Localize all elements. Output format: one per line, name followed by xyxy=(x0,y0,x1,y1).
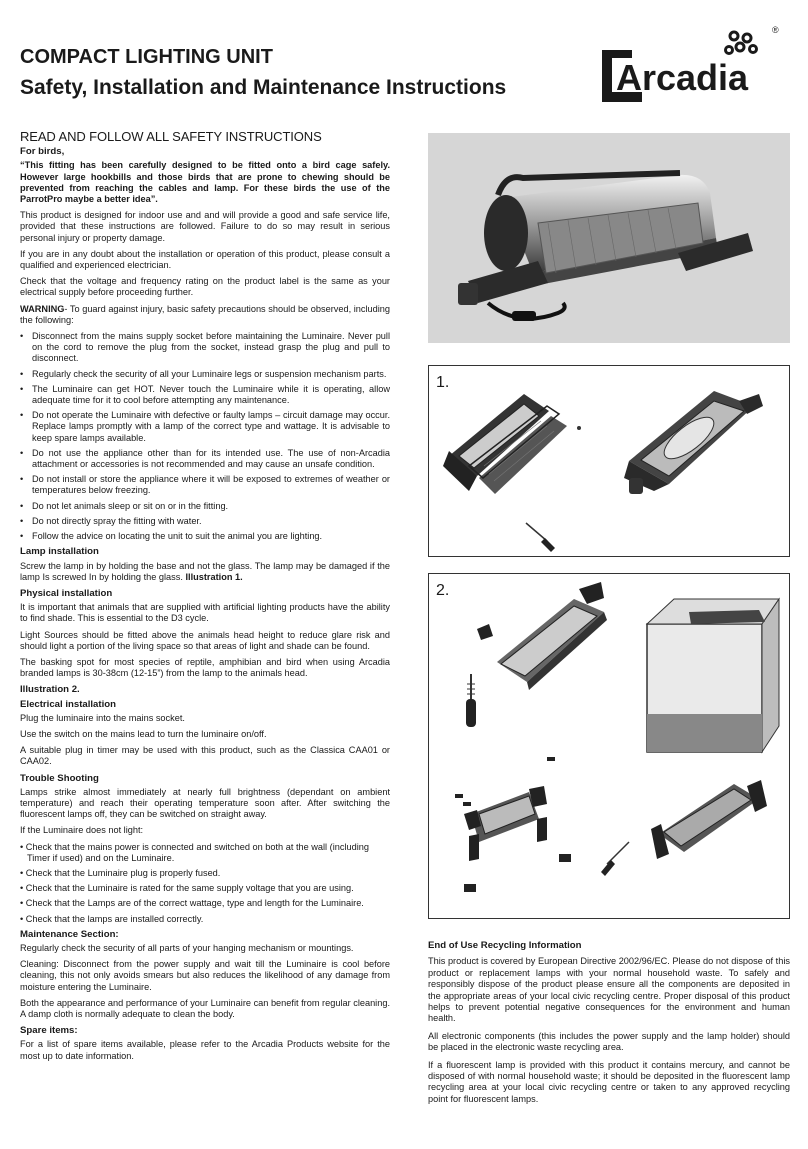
list-item: • Do not use the appliance other than for its intended use. The use of non-Arcadia attachment or accessories is not recommended and may cause an unsafe condition. xyxy=(20,448,390,470)
physical-p2: Light Sources should be fitted above the animals head height to reduce glare risk and should light a portion of the living space so that areas of light and shade can be found. xyxy=(20,629,390,651)
spare-items-text: For a list of spare items available, please refer to the Arcadia Products website for the most up to date information. xyxy=(20,1039,390,1061)
arcadia-logo xyxy=(598,28,778,108)
physical-p1: It is important that animals that are supplied with artificial lighting products have the ability to find shade. This is essential to the D3 cycle. xyxy=(20,602,390,624)
list-item: • Follow the advice on locating the unit to suit the animal you are lighting. xyxy=(20,531,390,542)
maintenance-heading: Maintenance Section: xyxy=(20,928,119,940)
spare-items-heading: Spare items: xyxy=(20,1025,78,1037)
electrical-p2: Use the switch on the mains lead to turn the luminaire on/off. xyxy=(20,728,267,739)
physical-installation-heading: Physical installation xyxy=(20,587,113,599)
illustration-1-box xyxy=(428,365,790,557)
illustration-1-ref: Illustration 1. xyxy=(185,571,243,582)
maintenance-p1: Regularly check the security of all parts of your hanging mechanism or mountings. xyxy=(20,942,354,953)
list-item: • Check that the Luminaire plug is properly fused. xyxy=(20,867,221,878)
illustration-1-label: 1. xyxy=(436,374,450,391)
left-column xyxy=(20,131,390,1067)
recycling-p2: All electronic components (this includes the power supply and the lamp holder) should be placed in the electronic waste recycling area. xyxy=(428,1030,790,1053)
logo-wordmark: Arcadia xyxy=(616,57,749,98)
lamp-installation-text xyxy=(20,561,390,583)
warning-label: WARNING xyxy=(20,303,65,314)
list-item: • Do not install or store the appliance where it will be exposed to extremes of weather or temperatures below freezing. xyxy=(20,474,390,496)
trouble-shooting-heading: Trouble Shooting xyxy=(20,772,99,784)
trouble-p2: If the Luminaire does not light: xyxy=(20,825,144,836)
trouble-p1: Lamps strike almost immediately at nearly full brightness (dependant on ambient temperature) and reach their operating temperature soon after. After switching the fluorescent lamps off, they can be switched on straight away. xyxy=(20,786,390,820)
list-item: • Check that the mains power is connected and switched on both at the wall (including Timer if used) and on the Luminaire. xyxy=(20,841,369,863)
lamp-text: Screw the lamp in by holding the base and not the glass. The lamp may be damaged if the lamp Is screwed In by holding the glass. xyxy=(20,560,390,582)
birds-quote: “This fitting has been carefully designed to be fitted onto a bird cage safely. However large hookbills and those birds that are prone to chewing should be prevented from reaching the cables and lamp. For these birds the use of the ParrotPro maybe a better idea”. xyxy=(20,160,390,205)
warning-paragraph xyxy=(20,304,390,326)
illustration-2-drawing xyxy=(429,574,789,918)
illustration-1-drawing xyxy=(429,366,789,556)
illustration-2-label: 2. xyxy=(436,582,450,599)
recycling-p3: If a fluorescent lamp is provided with this product it contains mercury, and cannot be disposed of with normal household waste; it should be deposited in the fluorescent lamp recycling area at your local civic recycling centre or taken to any approved recycling point for fluorescent lamps. xyxy=(428,1059,790,1104)
illustration-2-heading: Illustration 2. xyxy=(20,684,80,696)
electrical-installation-heading: Electrical installation xyxy=(20,698,116,710)
list-item: • Disconnect from the mains supply socket before maintaining the Luminaire. Never pull on the cord to remove the plug from the socket, instead grasp the plug and pull to disconnect. xyxy=(20,331,390,365)
lamp-installation-heading: Lamp installation xyxy=(20,546,99,558)
electrical-p3: A suitable plug in timer may be used with this product, such as the Classica CAA01 or CAA02. xyxy=(20,745,390,767)
maintenance-p2: Cleaning: Disconnect from the power supply and wait till the Luminaire is cool before cleaning, this not only avoids smears but also reduces the likelihood of any damage from moisture entering the Luminaire. xyxy=(20,959,390,992)
intro-paragraph: This product is designed for indoor use and and will provide a good and safe service life, provided that these instructions are followed. Failure to do so may result in serious personal injury or property damage. xyxy=(20,210,390,243)
consult-paragraph: If you are in any doubt about the installation or operation of this product, please consult a qualified and experienced electrician. xyxy=(20,248,390,271)
recycling-heading: End of Use Recycling Information xyxy=(428,940,582,951)
electrical-p1: Plug the luminaire into the mains socket. xyxy=(20,712,185,723)
list-item: • Check that the lamps are installed correctly. xyxy=(20,913,204,924)
voltage-paragraph: Check that the voltage and frequency rating on the product label is the same as your electrical supply before proceeding further. xyxy=(20,276,390,298)
product-photo xyxy=(428,133,790,343)
warning-text: - To guard against injury, basic safety precautions should be observed, including the following: xyxy=(20,303,390,325)
list-item: • Check that the Lamps are of the correct wattage, type and length for the Luminaire. xyxy=(20,898,364,909)
right-column xyxy=(428,940,790,1111)
for-birds-heading: For birds, xyxy=(20,146,65,158)
checks-list xyxy=(20,842,390,925)
list-item: • Check that the Luminaire is rated for the same supply voltage that you are using. xyxy=(20,883,354,894)
list-item: • Do not let animals sleep or sit on or in the fitting. xyxy=(20,501,390,512)
illustration-2-box xyxy=(428,573,790,919)
list-item: • Do not operate the Luminaire with defective or faulty lamps – circuit damage may occur. Replace lamps promptly with a lamp of the correct type and wattage. It is advisable to keep spare lamps available. xyxy=(20,410,390,444)
maintenance-p3: Both the appearance and performance of your Luminaire can benefit from regular cleaning. A damp cloth is normally adequate to clean the body. xyxy=(20,997,390,1019)
list-item: • Do not directly spray the fitting with water. xyxy=(20,516,390,527)
warnings-list xyxy=(20,331,390,542)
recycling-p1: This product is covered by European Directive 2002/96/EC. Please do not dispose of this product or replacement lamps with your normal household waste. To safely and responsibly dispose of the product please ensure all the components are deposited in the appropriate areas of your local civic recycling centre. Proper disposal of this product helps to prevent potential negative consequences for the environment and human health. xyxy=(428,956,790,1024)
list-item: • Regularly check the security of all your Luminaire legs or suspension mechanism parts. xyxy=(20,369,390,380)
safety-section-title: READ AND FOLLOW ALL SAFETY INSTRUCTIONS xyxy=(20,129,322,144)
list-item: • The Luminaire can get HOT. Never touch the Luminaire while it is operating, allow adequate time for it to cool before attempting any maintenance. xyxy=(20,384,390,406)
physical-p3: The basking spot for most species of reptile, amphibian and bird when using Arcadia branded lamps is 30-38cm (12-15”) from the lamp to the animals head. xyxy=(20,656,390,679)
registered-mark: ® xyxy=(772,25,779,35)
document-title: COMPACT LIGHTING UNIT xyxy=(20,46,273,68)
document-subtitle: Safety, Installation and Maintenance Instructions xyxy=(20,76,507,99)
